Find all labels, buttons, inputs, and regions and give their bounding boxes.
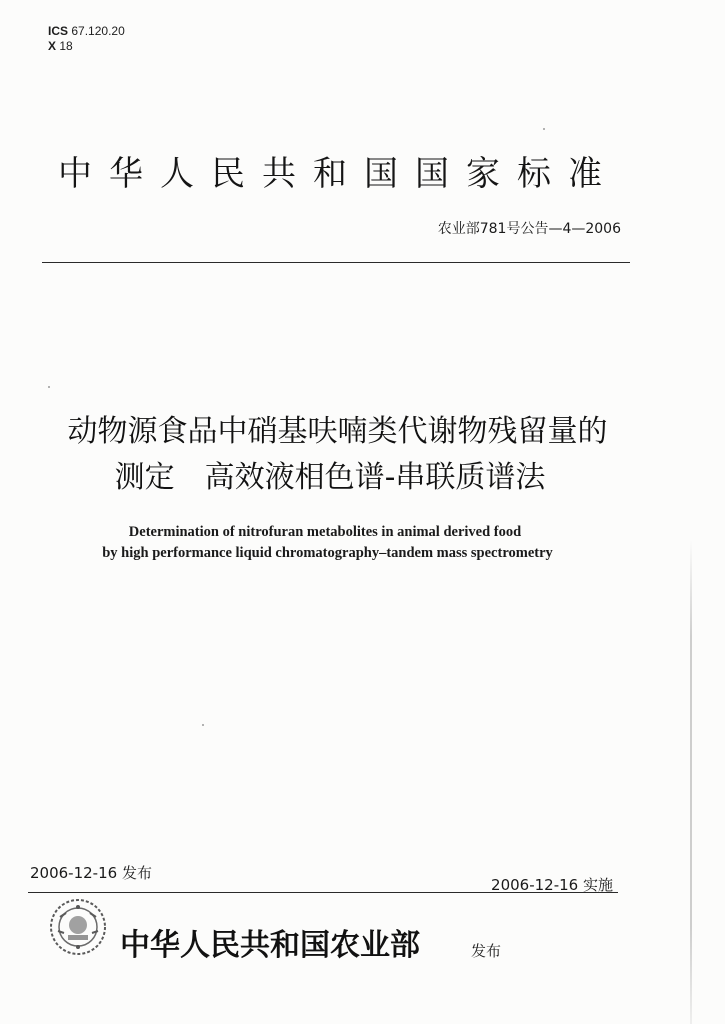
issue-date: 2006-12-16 发布	[30, 864, 152, 882]
chinese-title-line-2: 测定 高效液相色谱-串联质谱法	[114, 460, 546, 495]
standard-number: 农业部781号公告—4—2006	[437, 221, 621, 237]
ics-code: 67.120.20	[71, 24, 125, 38]
scan-edge-shadow	[690, 540, 692, 1024]
x-code: 18	[59, 39, 73, 53]
header-divider	[42, 262, 630, 263]
chinese-title-line-1: 动物源食品中硝基呋喃类代谢物残留量的	[67, 414, 608, 449]
implementation-date: 2006-12-16 实施	[491, 876, 613, 894]
classification-codes	[48, 24, 125, 54]
issuing-label: 发布	[471, 942, 502, 960]
standard-heading: 中华人民共和国国家标准	[58, 154, 619, 194]
ics-line	[48, 24, 125, 39]
ics-label: ICS	[48, 24, 69, 38]
x-line	[48, 39, 125, 54]
x-label: X	[48, 39, 57, 53]
scan-speck	[48, 386, 50, 388]
footer-divider	[28, 892, 618, 893]
english-title-line-1: Determination of nitrofuran metabolites in animal derived food	[128, 524, 522, 540]
english-title-line-2: by high performance liquid chromatography–tandem mass spectrometry	[102, 545, 553, 561]
scan-speck	[543, 128, 545, 130]
ministry-seal-icon	[46, 895, 110, 959]
issuing-ministry: 中华人民共和国农业部	[120, 928, 420, 963]
scan-speck	[202, 724, 204, 726]
